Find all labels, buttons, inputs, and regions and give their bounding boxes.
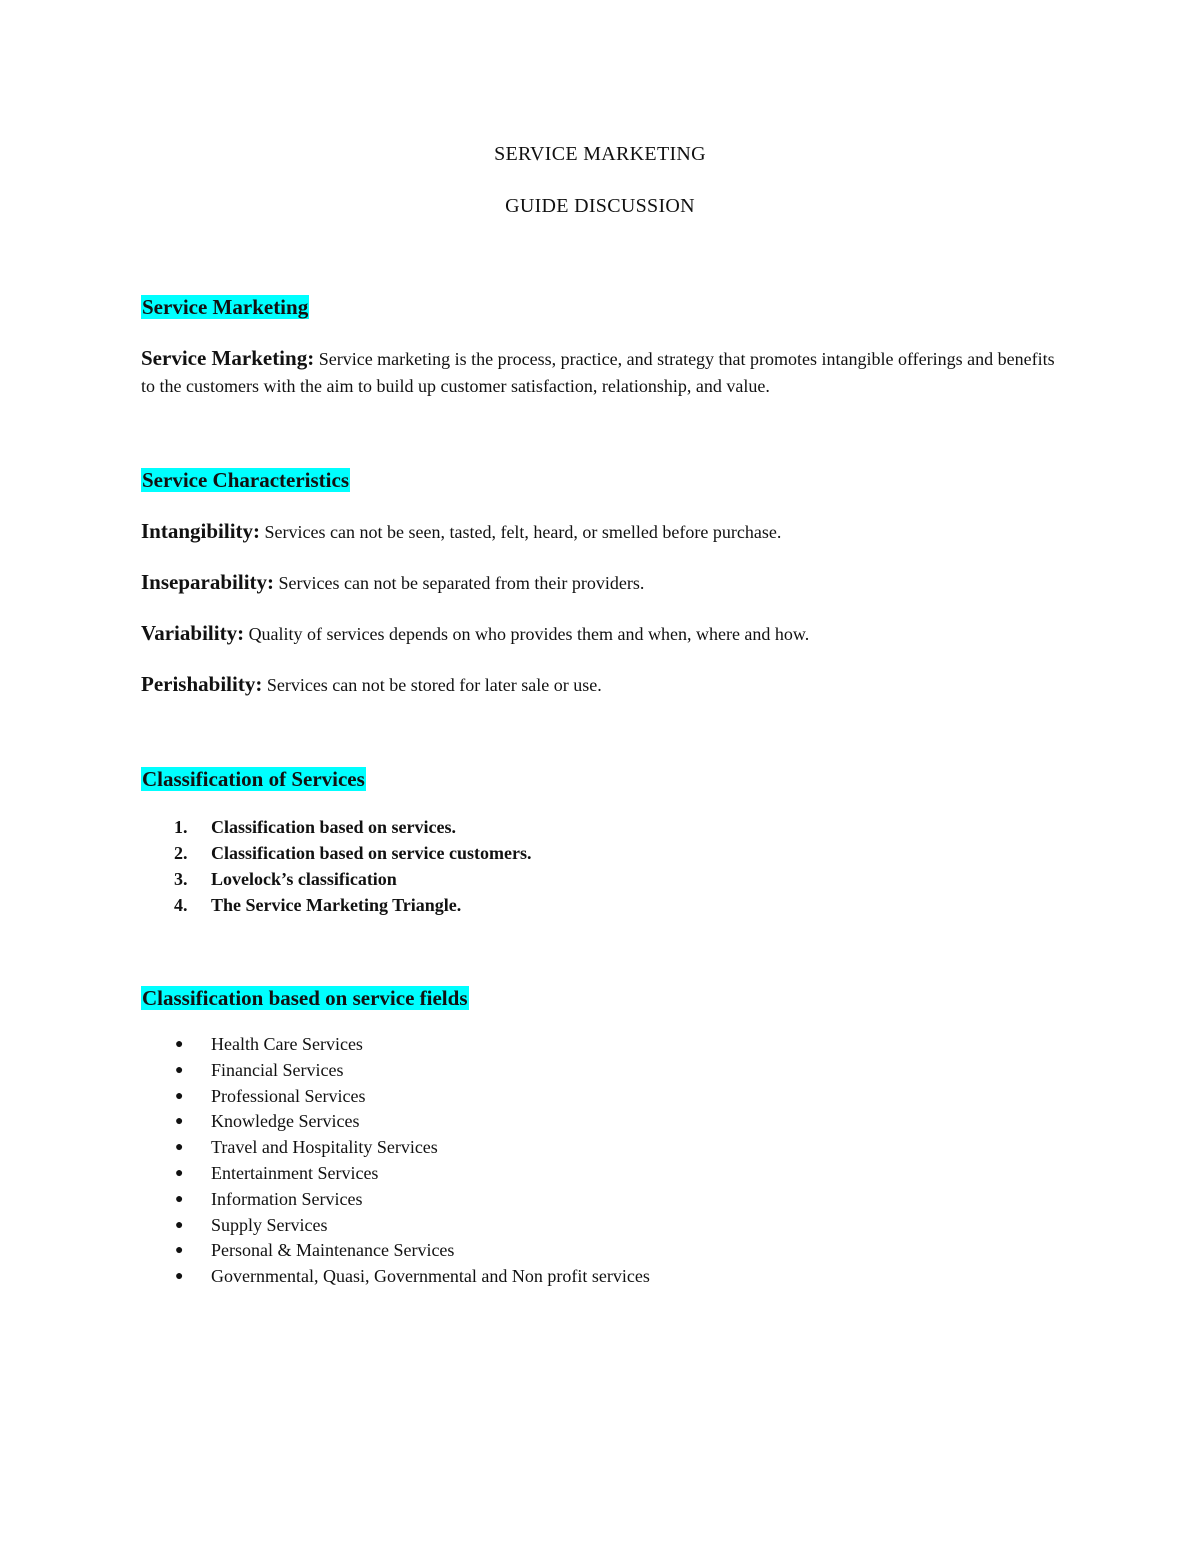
bullet-icon: ● — [175, 1140, 184, 1156]
bullet-icon: ● — [175, 1191, 184, 1207]
list-item — [141, 866, 531, 892]
list-item-text: Lovelock’s classification — [211, 869, 397, 889]
list-item-text: Financial Services — [211, 1059, 344, 1080]
list-item — [141, 1238, 650, 1264]
service-fields-list — [141, 1032, 650, 1290]
service-marketing-definition — [141, 345, 1061, 400]
section-heading-classification — [141, 765, 366, 793]
list-number: 3. — [174, 869, 188, 889]
bullet-icon: ● — [175, 1114, 184, 1130]
bullet-icon: ● — [175, 1217, 184, 1233]
bullet-icon: ● — [175, 1269, 184, 1285]
list-item — [141, 1187, 650, 1213]
list-item — [141, 814, 531, 840]
list-item-text: Governmental, Quasi, Governmental and Non profit services — [211, 1266, 650, 1287]
list-item-text: Supply Services — [211, 1214, 328, 1235]
bullet-icon: ● — [175, 1088, 184, 1104]
heading-text: Service Marketing — [142, 295, 309, 319]
list-item-text: Entertainment Services — [211, 1162, 379, 1183]
characteristic-term: Intangibility: — [141, 519, 261, 543]
list-item-text: The Service Marketing Triangle. — [211, 895, 462, 915]
bullet-icon: ● — [175, 1062, 184, 1078]
characteristic-term: Inseparability: — [141, 570, 275, 594]
list-item — [141, 1264, 650, 1290]
list-item-text: Information Services — [211, 1188, 363, 1209]
bullet-icon: ● — [175, 1037, 184, 1052]
list-number: 2. — [174, 843, 188, 863]
list-item — [141, 1213, 650, 1239]
classification-list — [141, 814, 531, 918]
list-item — [141, 1161, 650, 1187]
characteristic-definition: Services can not be stored for later sale or use. — [266, 675, 602, 695]
list-item-text: Professional Services — [211, 1085, 366, 1106]
section-heading-service-characteristics — [141, 466, 350, 494]
list-item-text: Knowledge Services — [211, 1111, 360, 1132]
characteristic-perishability — [141, 671, 1061, 699]
characteristic-definition: Services can not be separated from their providers. — [278, 573, 645, 593]
heading-text: Classification based on service fields — [142, 986, 468, 1010]
document-title: SERVICE MARKETING — [494, 143, 706, 165]
bullet-icon: ● — [175, 1165, 184, 1181]
list-item — [141, 1135, 650, 1161]
characteristic-variability — [141, 620, 1061, 648]
list-item-text: Classification based on services. — [211, 817, 456, 837]
list-number: 4. — [174, 895, 188, 915]
definition-term: Service Marketing: — [141, 346, 315, 370]
list-item — [141, 892, 531, 918]
list-item — [141, 1109, 650, 1135]
list-item — [141, 840, 531, 866]
document-subtitle: GUIDE DISCUSSION — [505, 195, 695, 217]
section-heading-service-fields — [141, 984, 469, 1012]
definition-text: Service marketing is the process, practice, and strategy that promotes intangible offerings and benefits to the customers with the aim to build up customer satisfaction, relationship, and value. — [141, 349, 1055, 396]
section-heading-service-marketing — [141, 293, 309, 321]
list-item-text: Classification based on service customers. — [211, 843, 532, 863]
list-item-text: Travel and Hospitality Services — [211, 1137, 438, 1158]
heading-text: Service Characteristics — [142, 468, 349, 492]
list-item — [141, 1084, 650, 1110]
list-item — [141, 1058, 650, 1084]
characteristic-term: Perishability: — [141, 672, 263, 696]
characteristic-term: Variability: — [141, 621, 245, 645]
characteristic-definition: Quality of services depends on who provides them and when, where and how. — [248, 624, 810, 644]
heading-text: Classification of Services — [142, 767, 365, 791]
list-number: 1. — [174, 817, 188, 837]
list-item — [141, 1032, 650, 1058]
list-item-text: Health Care Services — [211, 1034, 363, 1054]
bullet-icon: ● — [175, 1243, 184, 1259]
characteristic-intangibility — [141, 518, 1061, 546]
characteristic-definition: Services can not be seen, tasted, felt, heard, or smelled before purchase. — [264, 522, 782, 542]
list-item-text: Personal & Maintenance Services — [211, 1240, 455, 1261]
characteristic-inseparability — [141, 569, 1061, 597]
